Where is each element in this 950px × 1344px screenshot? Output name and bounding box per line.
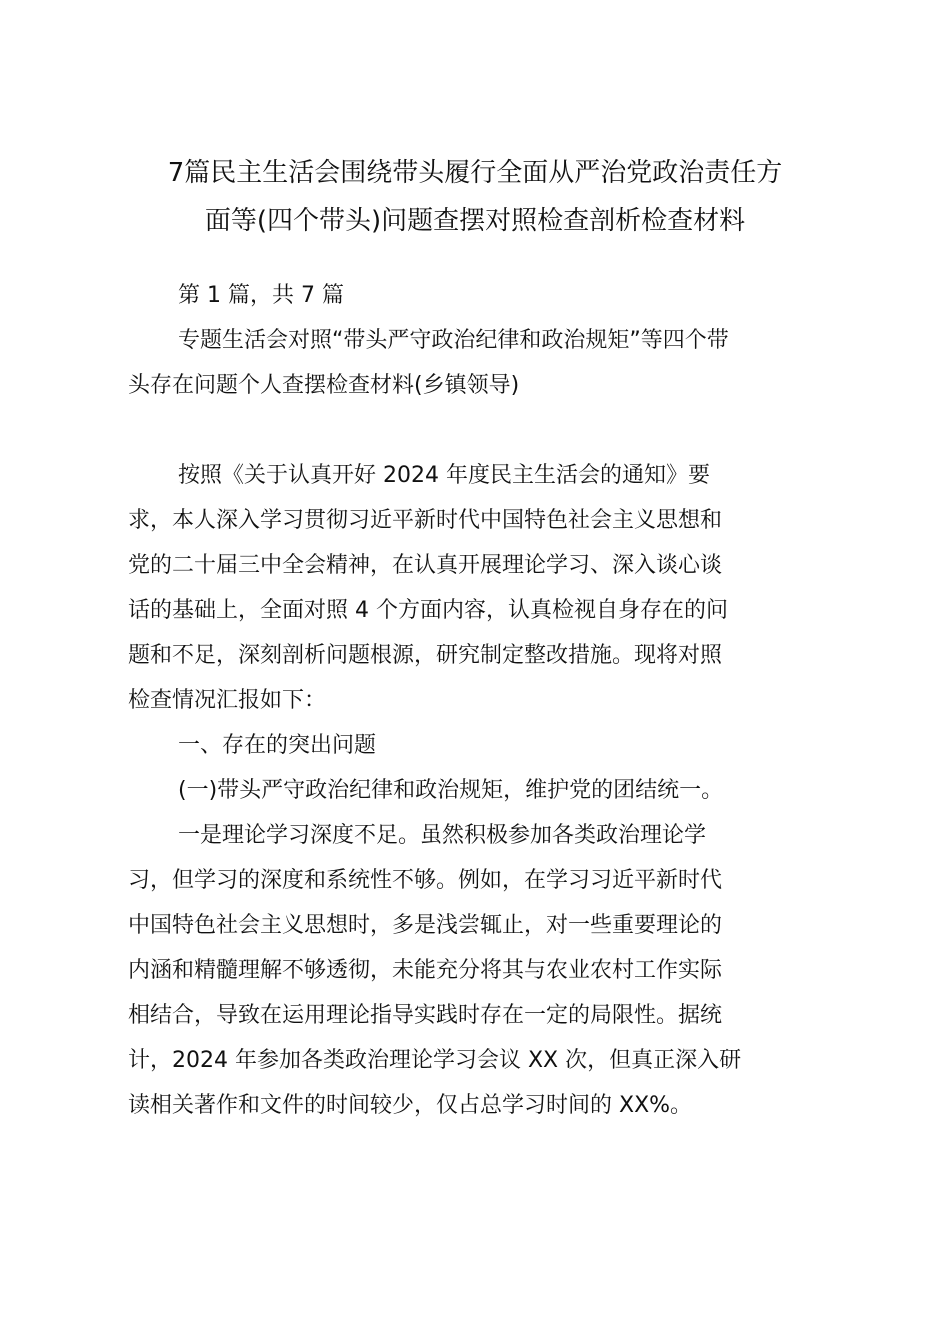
body-paragraph-line: 计，2024 年参加各类政治理论学习会议 XX 次，但真正深入研 — [128, 1048, 742, 1073]
body-paragraph-line: 习，但学习的深度和系统性不够。例如，在学习习近平新时代 — [128, 868, 723, 893]
document-title-line-2: 面等(四个带头)问题查摆对照检查剖析检查材料 — [204, 206, 746, 236]
body-paragraph-line: 中国特色社会主义思想时，多是浅尝辄止，对一些重要理论的 — [128, 913, 723, 938]
intro-paragraph-line: 检查情况汇报如下： — [128, 688, 327, 713]
intro-paragraph-line: 党的二十届三中全会精神，在认真开展理论学习、深入谈心谈 — [128, 553, 723, 578]
body-paragraph-line: 读相关著作和文件的时间较少，仅占总学习时间的 XX%。 — [128, 1093, 693, 1118]
intro-paragraph-line: 话的基础上，全面对照 4 个方面内容，认真检视自身存在的问 — [128, 598, 728, 623]
body-paragraph-line: 相结合，导致在运用理论指导实践时存在一定的局限性。据统 — [128, 1003, 723, 1028]
subsection-heading: (一)带头严守政治纪律和政治规矩，维护党的团结统一。 — [178, 778, 724, 803]
intro-paragraph-line: 按照《关于认真开好 2024 年度民主生活会的通知》要 — [178, 463, 710, 488]
subtitle-line: 专题生活会对照“带头严守政治纪律和政治规矩”等四个带 — [178, 328, 729, 353]
body-paragraph-line: 一是理论学习深度不足。虽然积极参加各类政治理论学 — [178, 823, 707, 848]
body-paragraph-line: 内涵和精髓理解不够透彻，未能充分将其与农业农村工作实际 — [128, 958, 723, 983]
section-heading: 一、存在的突出问题 — [178, 733, 377, 758]
section-counter: 第 1 篇，共 7 篇 — [178, 283, 344, 308]
subtitle-line: 头存在问题个人查摆检查材料(乡镇领导) — [128, 373, 520, 398]
intro-paragraph-line: 题和不足，深刻剖析问题根源，研究制定整改措施。现将对照 — [128, 643, 723, 668]
document-title-line-1: 7篇民主生活会围绕带头履行全面从严治党政治责任方 — [167, 158, 783, 188]
intro-paragraph-line: 求，本人深入学习贯彻习近平新时代中国特色社会主义思想和 — [128, 508, 723, 533]
